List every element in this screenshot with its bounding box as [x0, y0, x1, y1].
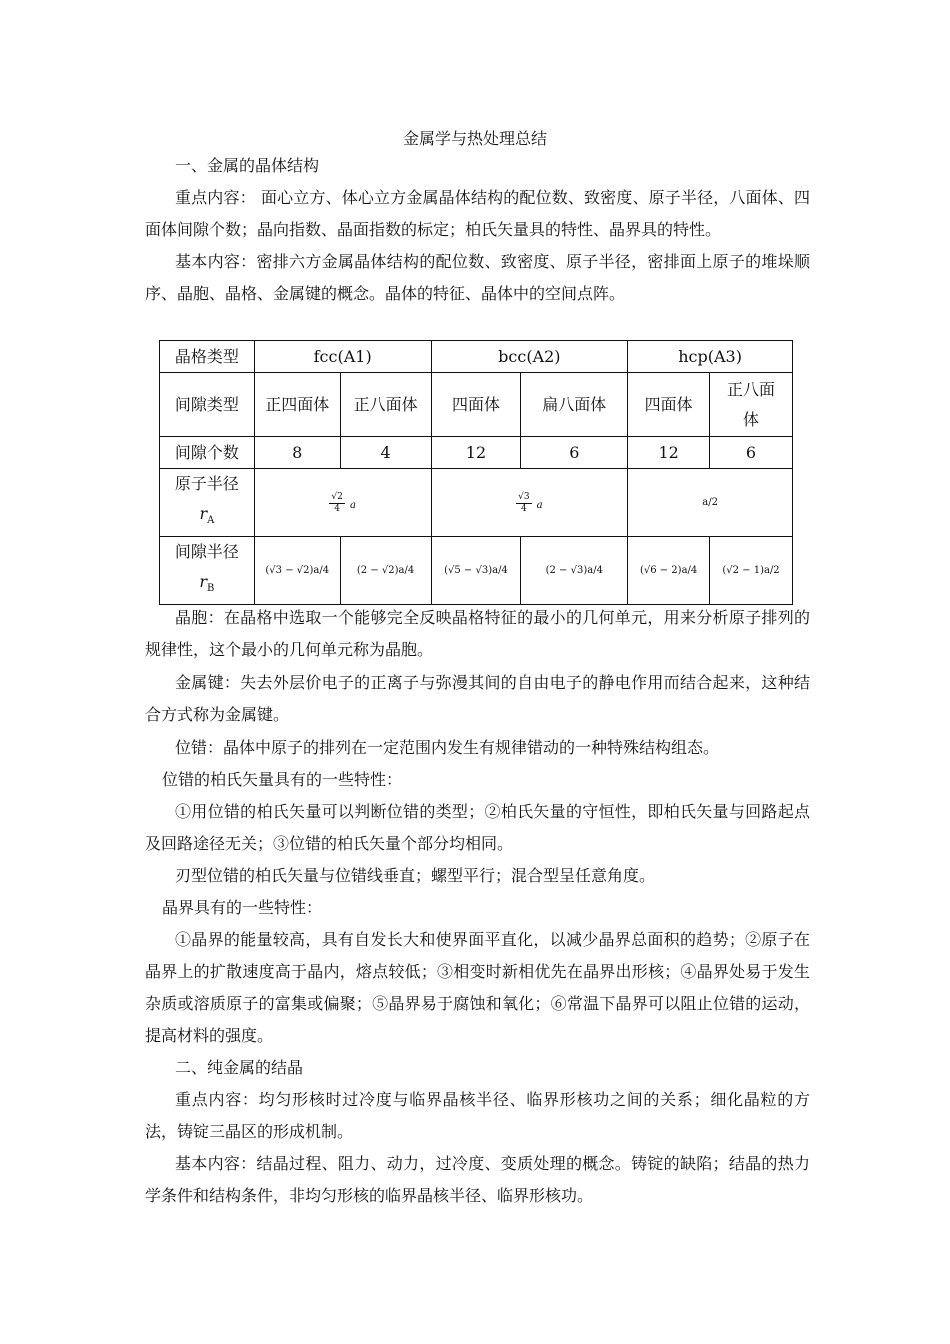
table-row — [160, 469, 793, 537]
table-cell — [254, 469, 431, 537]
table-cell: 6 — [710, 437, 793, 469]
paragraph-edge-screw: 刃型位错的柏氏矢量与位错线垂直；螺型平行；混合型呈任意角度。 — [175, 866, 656, 885]
fraction-numerator: √2 — [331, 491, 343, 502]
row-label-gap-radius — [160, 537, 255, 605]
row-label-gap-count: 间隙个数 — [160, 437, 255, 469]
formula-fraction — [516, 492, 531, 515]
radius-symbol-r: r — [199, 572, 208, 591]
formula-fraction — [329, 492, 344, 515]
header-bcc: bcc(A2) — [431, 341, 628, 373]
table-cell: 6 — [521, 437, 628, 469]
radius-subscript: A — [207, 515, 215, 526]
table-cell: 正八面体 — [340, 373, 431, 437]
paragraph-grain-boundary: ①晶界的能量较高，具有自发长大和使界面平直化，以减少晶界总面积的趋势；②原子在晶界上的扩散速度高于晶内，熔点较低；③相变时新相优先在晶界出形核；④晶界处易于发生杂质或溶质原子的富集或偏聚；⑤晶界易于腐蚀和氧化；⑥常温下晶界可以阻止位错的运动，提高材料的强度。 — [145, 930, 810, 1045]
row-label-atomic-radius — [160, 469, 255, 537]
paragraph-dislocation: 位错：晶体中原子的排列在一定范围内发生有规律错动的一种特殊结构组态。 — [175, 738, 720, 757]
formula-variable: a — [536, 499, 543, 511]
header-hcp: hcp(A3) — [628, 341, 793, 373]
row-label-gap-type: 间隙类型 — [160, 373, 255, 437]
row-label-text: 间隙半径 — [174, 542, 239, 561]
radius-subscript: B — [207, 583, 215, 594]
table-cell: (√2 − 1)a/2 — [710, 537, 793, 605]
section-2-key-content: 重点内容：均匀形核时过冷度与临界晶核半径、临界形核功之间的关系；细化晶粒的方法，铸锭三晶区的形成机制。 — [145, 1090, 810, 1141]
table-cell: 正四面体 — [254, 373, 340, 437]
table-cell: 12 — [431, 437, 521, 469]
paragraph-metallic-bond: 金属键：失去外层价电子的正离子与弥漫其间的自由电子的静电作用而结合起来，这种结合方式称为金属键。 — [145, 673, 810, 724]
formula-variable: a — [349, 499, 356, 511]
table-cell: 8 — [254, 437, 340, 469]
table-row — [160, 373, 793, 437]
paragraph-unit-cell: 晶胞：在晶格中选取一个能够完全反映晶格特征的最小的几何单元，用来分析原子排列的规律性，这个最小的几何单元称为晶胞。 — [145, 608, 810, 659]
table-cell: (2 − √3)a/4 — [521, 537, 628, 605]
section-1-heading: 一、金属的晶体结构 — [175, 156, 320, 175]
table-cell: (√3 − √2)a/4 — [254, 537, 340, 605]
table-cell: a/2 — [628, 469, 793, 537]
header-fcc: fcc(A1) — [254, 341, 431, 373]
section-2-basic-content: 基本内容：结晶过程、阻力、动力，过冷度、变质处理的概念。铸锭的缺陷；结晶的热力学条件和结构条件，非均匀形核的临界晶核半径、临界形核功。 — [145, 1154, 810, 1205]
table-row — [160, 341, 793, 373]
table-cell: 扁八面体 — [521, 373, 628, 437]
header-lattice-type: 晶格类型 — [160, 341, 255, 373]
grain-boundary-heading: 晶界具有的一些特性： — [162, 898, 323, 917]
table-cell: 四面体 — [628, 373, 710, 437]
fraction-numerator: √3 — [518, 491, 530, 502]
table-cell: 正八面体 — [710, 373, 793, 437]
table-cell: 4 — [340, 437, 431, 469]
radius-symbol — [160, 499, 254, 536]
section-1-basic-content: 基本内容：密排六方金属晶体结构的配位数、致密度、原子半径，密排面上原子的堆垛顺序、晶胞、晶格、金属键的概念。晶体的特征、晶体中的空间点阵。 — [145, 252, 810, 303]
table-row — [160, 437, 793, 469]
row-label-text: 原子半径 — [174, 474, 239, 493]
radius-symbol-r: r — [199, 504, 208, 523]
lattice-table — [159, 340, 793, 605]
section-2-heading: 二、纯金属的结晶 — [175, 1058, 304, 1077]
table-cell — [431, 469, 628, 537]
table-cell: 12 — [628, 437, 710, 469]
table-cell: (2 − √2)a/4 — [340, 537, 431, 605]
paragraph-burgers-properties: ①用位错的柏氏矢量可以判断位错的类型；②柏氏矢量的守恒性，即柏氏矢量与回路起点及回路途径无关；③位错的柏氏矢量个部分均相同。 — [145, 802, 810, 853]
fraction-denominator: 4 — [334, 503, 340, 514]
burgers-heading: 位错的柏氏矢量具有的一些特性： — [162, 770, 403, 789]
radius-symbol — [160, 567, 254, 604]
table-row — [160, 537, 793, 605]
fraction-denominator: 4 — [520, 503, 527, 514]
table-cell: (√5 − √3)a/4 — [431, 537, 521, 605]
table-cell: (√6 − 2)a/4 — [628, 537, 710, 605]
table-cell: 四面体 — [431, 373, 521, 437]
document-title: 金属学与热处理总结 — [402, 129, 547, 148]
section-1-key-content: 重点内容： 面心立方、体心立方金属晶体结构的配位数、致密度、原子半径，八面体、四面体间隙个数；晶向指数、晶面指数的标定；柏氏矢量具的特性、晶界具的特性。 — [145, 188, 810, 239]
